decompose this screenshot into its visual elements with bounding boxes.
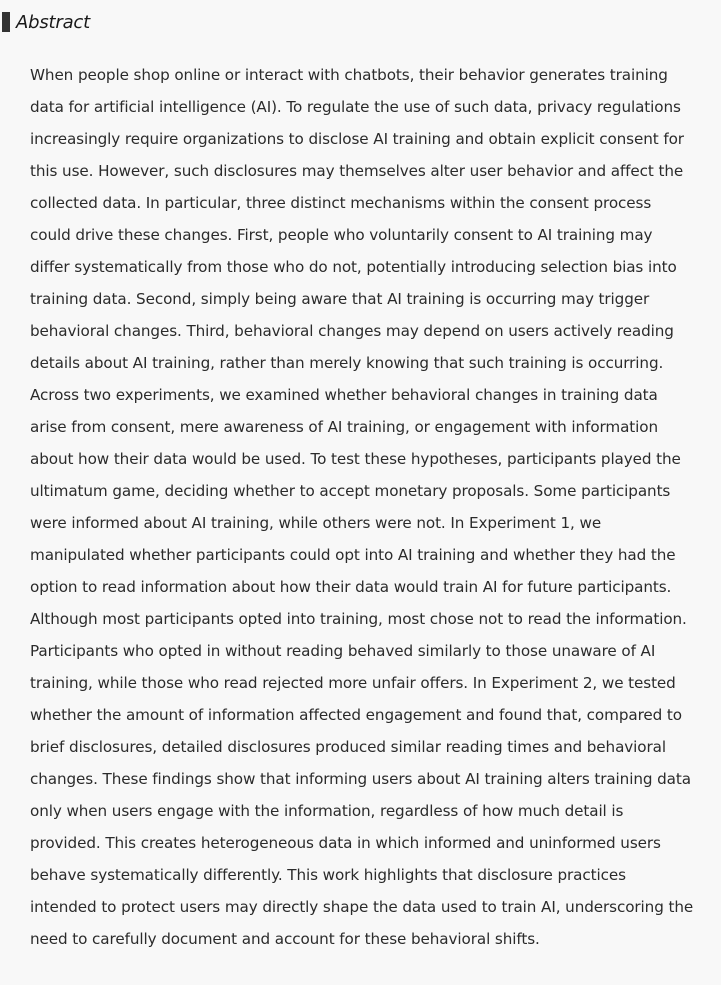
abstract-body-text: When people shop online or interact with chatbots, their behavior generates training data for artificial intelligence (AI). To regulate the use of such data, privacy regulations increasingly require organizations to disclose AI training and obtain explicit consent for this use. However, such disclosures may themselves alter user behavior and affect the collected data. In particular, three distinct mechanisms within the consent process could drive these changes. First, people who voluntarily consent to AI training may differ systematically from those who do not, potentially introducing selection bias into training data. Second, simply being aware that AI training is occurring may trigger behavioral changes. Third, behavioral changes may depend on users actively reading details about AI training, rather than merely knowing that such training is occurring. Across two experiments, we examined whether behavioral changes in training data arise from consent, mere awareness of AI training, or engagement with information about how their data would be used. To test these hypotheses, participants played the ultimatum game, deciding whether to accept monetary proposals. Some participants were informed about AI training, while others were not. In Experiment 1, we manipulated whether participants could opt into AI training and whether they had the option to read information about how their data would train AI for future participants. Although most participants opted into training, most chose not to read the information. Participants who opted in without reading behaved similarly to those unaware of AI training, while those who read rejected more unfair offers. In Experiment 2, we tested whether the amount of information affected engagement and found that, compared to brief disclosures, detailed disclosures produced similar reading times and behavioral changes. These findings show that informing users about AI training alters training data only when users engage with the information, regardless of how much detail is provided. This creates heterogeneous data in which informed and uninformed users behave systematically differently. This work highlights that disclosure practices intended to protect users may directly shape the data used to train AI, underscoring the need to carefully document and account for these behavioral shifts. xyxy=(30,66,694,948)
abstract-header xyxy=(0,8,90,36)
section-marker-bar xyxy=(2,12,10,32)
abstract-heading: Abstract xyxy=(16,11,90,33)
